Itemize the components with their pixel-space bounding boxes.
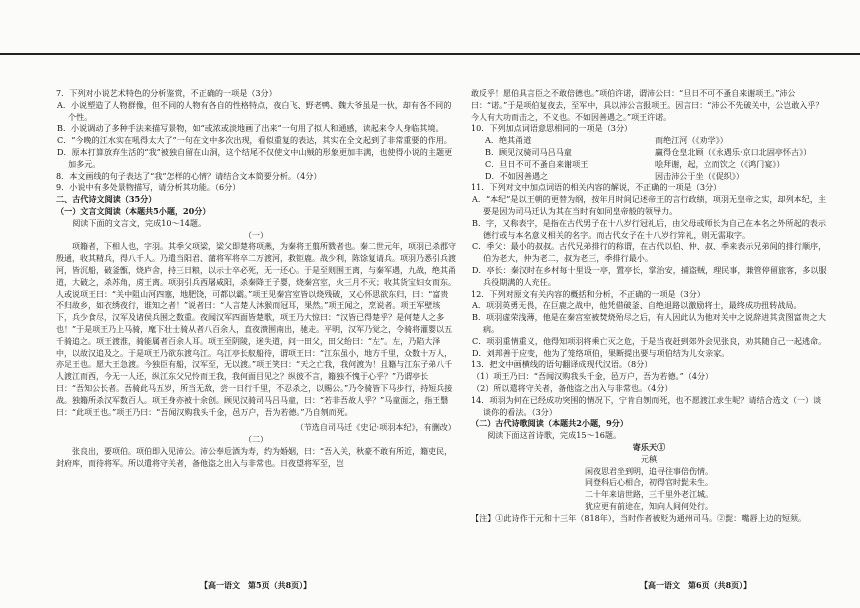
poem-title: 寄乐天① (632, 441, 666, 452)
q12-option-b: B．项羽虚荣浅薄，他是在秦宫室被焚烧殆尽之后，有人因此认为他对关中之说辞进其贪图富贵之大病。 (472, 312, 826, 334)
q7-option-d: D．原本打算放弃生活的“我”被独自留在山洞，这个结尾不仅使文中山贼的形象更加丰满，也使得小说的主题更加多元。 (57, 146, 453, 169)
page-footer-left: 【高一语文 第5页（共8页）】 (200, 580, 312, 590)
passage-1-source: （节选自司马迁《史记·项羽本纪》，有删改） (295, 422, 456, 433)
question-9: 9．小说中有多处景物描写，请分析其功能。（6分） (56, 182, 241, 193)
q10-option-a (471, 135, 827, 147)
subsection-2-heading: （二）古代诗歌阅读（本题共2小题，9分） (471, 418, 628, 429)
question-13: 13．把文中画横线的语句翻译成现代汉语。（8分） (471, 359, 653, 370)
right-column (471, 88, 827, 524)
q7-option-b: B．小说调动了多种手法来描写景物，如“或浓或淡地画了出来”一句用了拟人和通感，读起来令人身临其境。 (57, 123, 444, 134)
q10-a-left: A．绝其甬道 (485, 135, 532, 146)
poem-intro: 阅读下面这首诗歌，完成15～16题。 (487, 430, 622, 441)
question-7: 7．下列对小说艺术特色的分析鉴赏，不正确的一项是（3分） (56, 88, 277, 98)
q10-option-d (471, 171, 827, 183)
subsection-1-heading: （一）文言文阅读（本题共5小题，20分） (56, 205, 211, 216)
question-12: 12．下列对原文有关内容的概括和分析，不正确的一项是（3分） (471, 288, 705, 299)
question-14: 14．项羽为何在已经成功突围的情况下，宁肯自刎而死，也不愿渡江求生呢？请结合选文（一）谈谈你的看法。（3分） (471, 394, 822, 417)
passage-1-text: 项籍者，下相人也，字羽。其季父项梁，梁父即楚将项燕，为秦将王翦所戮者也。秦二世元年，项羽已杀郡守殷通，收其精兵，得八千人。乃遣当阳君、蒲将军将卒二万渡河，救钜鹿。战少利，陈馀复请兵。项羽乃悉引兵渡河，皆沉船，破釜甑，烧庐舍，持三日粮，以示士卒必死，无一还心。于是至则围王离，与秦军遇，九战，绝其甬道，大破之，杀苏角，虏王离。项羽引兵西屠咸阳，杀秦降王子婴，烧秦宫室，火三月不灭；收其货宝妇女而东。人或说项王曰：“关中阻山河四塞，地肥饶，可都以霸。”项王见秦宫室皆以烧残破，又心怀思欲东归，曰：“富贵不归故乡，如衣绣夜行，谁知之者！”说者曰：“人言楚人沐猴而冠耳，果然。”项王闻之，烹说者。项王军壁垓下，兵少食尽，汉军及诸侯兵围之数重。夜闻汉军四面皆楚歌，项王乃大惊曰：“汉皆已得楚乎？是何楚人之多也！”于是项王乃上马骑，麾下壮士骑从者八百余人，直夜溃围南出，驰走。平明，汉军乃觉之，令骑将灌婴以五千骑追之。项王渡淮，骑能属者百余人耳。项王至阴陵，迷失道，问一田父，田父绐曰：“左”。左，乃陷大泽中，以故汉追及之。于是项王乃欲东渡乌江。乌江亭长舣船待，谓项王曰：“江东虽小，地方千里，众数十万人，亦足王也。愿大王急渡。今独臣有船，汉军至，无以渡。”项王笑曰：“天之亡我，我何渡为！且籍与江东子弟八千人渡江而西，今无一人还，纵江东父兄怜而王我，我何面目见之？纵彼不言，籍独不愧于心乎？”乃谓亭长曰：“吾知公长者。吾骑此马五岁，所当无敌，尝一日行千里，不忍杀之，以赐公。”乃令骑皆下马步行，持短兵接战。独籍所杀汉军数百人。项王身亦被十余创。顾见汉骑司马吕马童，曰：“若非吾故人乎？”马童面之，指王翳曰：“此项王也。”项王乃曰：“吾闻汉购我头千金，邑万户，吾为若德。”乃自刎而死。 (56, 242, 456, 417)
passage-2-text: 张良出，要项伯。项伯即入见沛公。沛公奉卮酒为寿，约为婚姻，曰：“吾入关，秋豪不敢有所近，籍吏民，封府库，而待将军。所以遣将守关者，备他盗之出入与非常也。日夜望将军至，岂 (56, 446, 453, 468)
q10-d-left: D．不如因善遇之 (485, 170, 549, 181)
q12-option-d: D．刘邦善于应变，他为了笼络项伯，果断提出要与项伯结为儿女亲家。 (472, 347, 730, 358)
poem-note: 【注】①此诗作于元和十三年（818年），当时作者被贬为通州司马。②髭：嘴唇上边的短须。 (471, 512, 807, 523)
poem-line-3: 二十年来谙世路，三千里外老江城。 (585, 490, 713, 500)
question-8: 8．本文画线的句子表达了“我”怎样的心情？请结合文本简要分析。（4分） (56, 170, 322, 181)
q10-d-right: 因击沛公于坐（《促织》） (655, 170, 745, 181)
q11-option-c: C．季父：最小的叔叔。古代兄弟排行的称谓，在古代以伯、仲、叔、季来表示兄弟间的排行顺序，伯为老大，仲为老二，叔为老三，季排行最小。 (472, 241, 827, 264)
header-rule (0, 53, 860, 55)
poem-author: 元稹 (640, 453, 658, 464)
q12-option-a: A．项羽英勇无畏，在巨鹿之战中，他凭借破釜、自绝退路以激励将士，最终成功扭转战局。 (472, 300, 802, 311)
q10-c-left: C．旦日不可不蚤自来谢项王 (485, 158, 589, 169)
q13-item-1: （1）项王乃曰：“吾闻汉购我头千金，邑万户，吾为若德。”（4分） (472, 371, 714, 382)
left-column (56, 88, 456, 470)
passage-1-label: （一） (243, 229, 269, 240)
q10-option-b (471, 147, 827, 159)
poem-line-2: 同登科后心相合，初得官时髭未生。 (585, 478, 713, 488)
q11-option-b: B．字，又称表字，是指在古代男子在十八岁行冠礼后，由父母或师长为自己在本名之外所起的表示德行或与本名意义相关的名字。而古代女子在十八岁行笄礼，则无需取字。 (472, 217, 826, 240)
q10-b-right: 赢得仓皇北顾（《永遇乐·京口北固亭怀古》） (655, 146, 812, 157)
q10-c-right: 哙拜谢，起，立而饮之（《鸿门宴》） (655, 158, 785, 169)
poem-line-4: 犹应更有前途在，知向人间何处行。 (585, 501, 713, 511)
q10-a-right: 而绝江河（《劝学》） (655, 135, 728, 146)
section-2-heading: 二、古代诗文阅读（35分） (56, 194, 157, 205)
q11-option-d: D．亭长：秦汉时在乡村每十里设一亭，置亭长，掌治安，捕盗贼，理民事，兼管停留旅客，多以服兵役期满的人充任。 (472, 264, 827, 287)
passage-2-continued: 敢反乎！愿伯具言臣之不敢倍德也。”项伯许诺，谓沛公曰：“旦日不可不蚤自来谢项王。”沛公曰：“诺。”于是项伯复夜去，至军中，具以沛公言报项王。因言曰：“沛公不先破关中，公岂敢入乎？今人有大功而击之，不义也。不如因善遇之。”项王许诺。 (471, 89, 824, 122)
q13-item-2: （2）所以遣将守关者，备他盗之出入与非常也。（4分） (472, 382, 673, 393)
q11-option-a: A．“本纪”是以王朝的更替为纲，按年月时间记述帝王的言行政绩，项羽无皇帝之实，却列本纪，主要是因为司马迁认为其在当时有如同皇帝般的领导力。 (472, 194, 827, 216)
reading-intro: 阅读下面的文言文，完成10～14题。 (72, 217, 207, 228)
question-10: 10．下列加点词语意思相同的一项是（3分） (471, 123, 633, 134)
page-footer-right: 【高一语文 第6页（共8页）】 (640, 580, 752, 590)
q7-option-a: A．小说塑造了人物群像，但不同的人物有各自的性格特点，夜白飞、野老鸭、魏大爷虽是一伙，却有各不同的个性。 (57, 99, 452, 122)
q10-option-c (471, 159, 827, 171)
q12-option-c: C．项羽重情重义，他得知项羽将乘亡灭之危，于是当夜赶到郊外会见张良，劝其随自己一起逃命。 (472, 335, 827, 346)
q10-b-left: B．顾见汉骑司马吕马童 (485, 146, 572, 157)
q7-option-c: C．“今晚的江水实在吼得太大了”一句在文中多次出现，看似重复的表达，其实在全文起到了非常重要的作用。 (57, 135, 452, 146)
passage-2-label: （二） (243, 434, 269, 445)
question-11: 11．下列对文中加点词语的相关内容的解说，不正确的一项是（3分） (471, 182, 722, 193)
poem-line-1: 闲夜思君坐到明，追寻往事倍伤情。 (585, 466, 713, 476)
